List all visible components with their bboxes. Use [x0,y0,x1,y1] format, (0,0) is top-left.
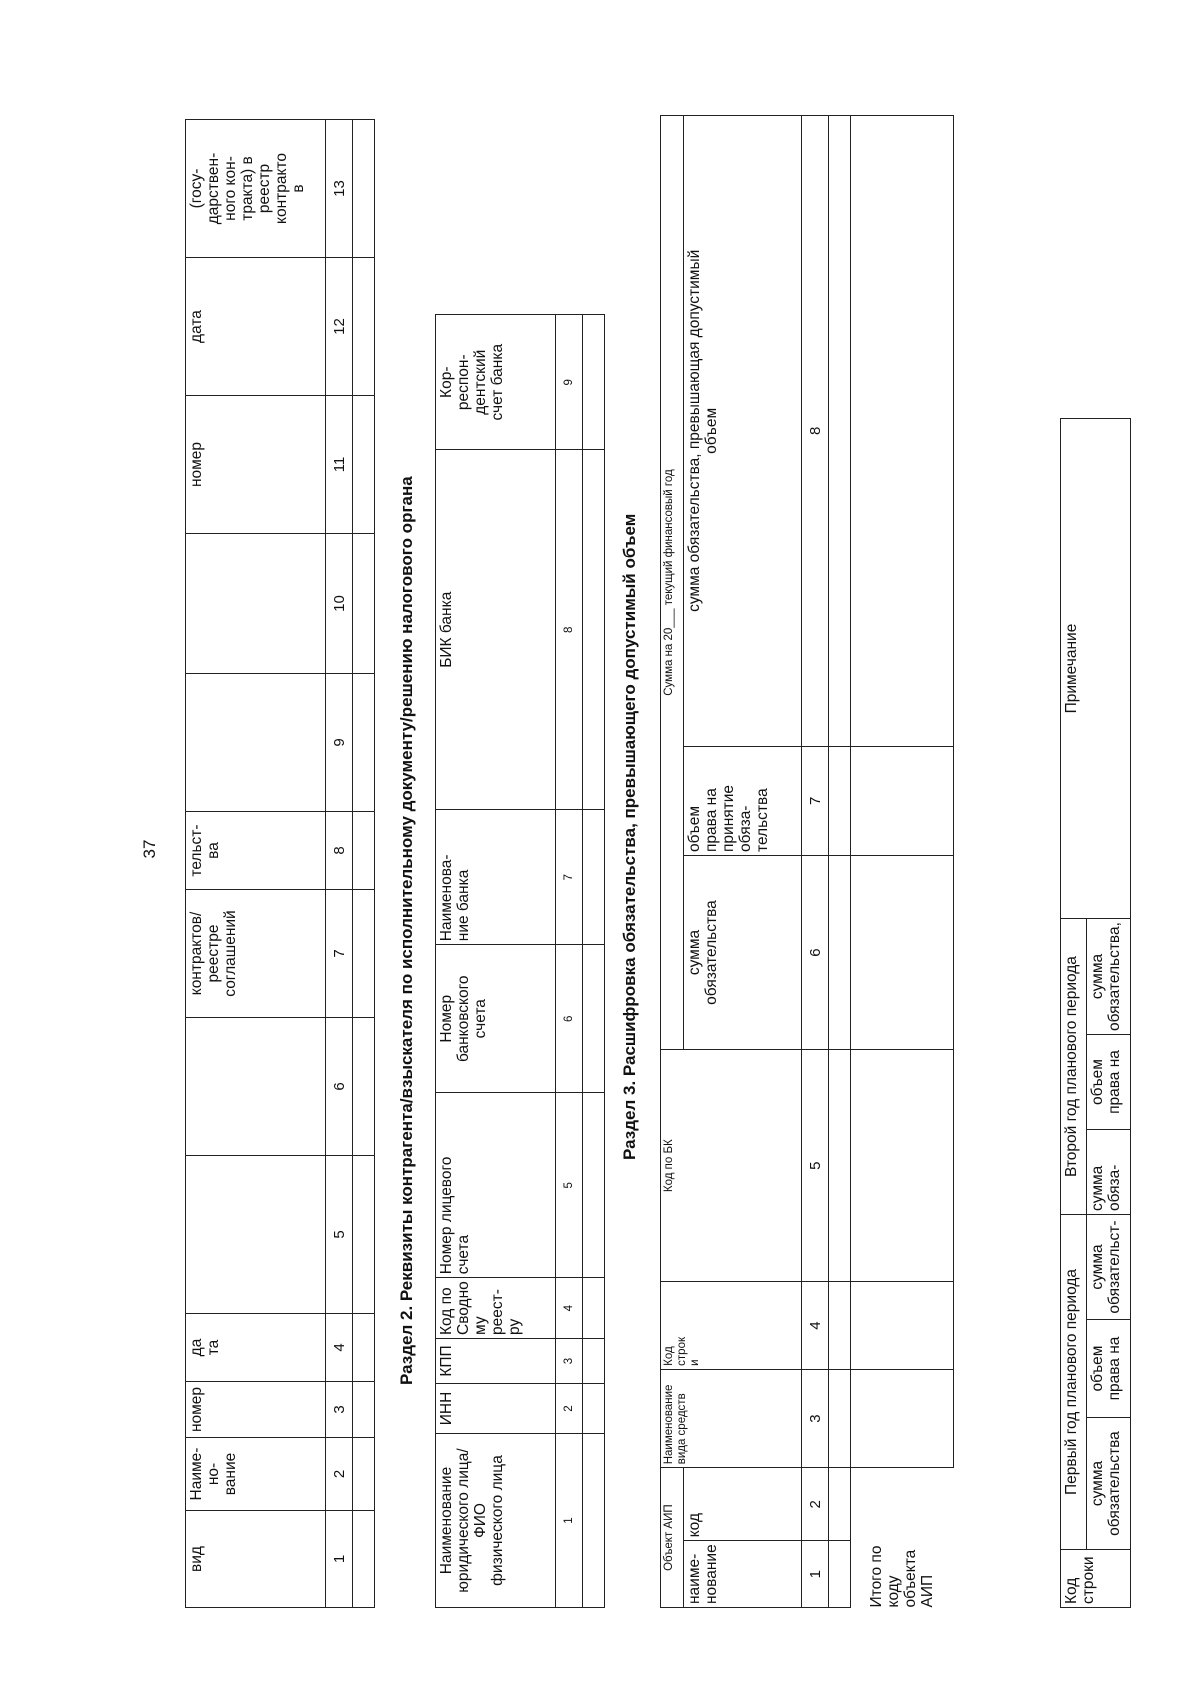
table2-number-row [556,315,583,1608]
table3-number-row [802,116,829,1608]
t1-num-6: 6 [326,1018,353,1156]
t3-header-sum-year: Сумма на 20___ текущий финансовый год [661,116,684,1050]
t3-num-1: 1 [802,1541,829,1608]
t3-header-right-volume: объем права на принятие обяза- тельства [684,746,802,855]
t4-header-c4: сумма обяза- [1087,1130,1131,1215]
table2-empty-row [583,315,605,1608]
t2-num-1: 1 [556,1434,583,1608]
t4-header-first-year: Первый год планового периода [1061,1215,1087,1550]
t3-header-bk-code: Код по БК [661,1050,802,1282]
t3-header-sum-obligation: сумма обязательства [684,855,802,1049]
t1-header-5 [186,1156,326,1314]
t1-num-7: 7 [326,890,353,1018]
table2-header-row [436,315,556,1608]
t3-total-cell [851,1468,954,1608]
table1-header-row [186,120,326,1608]
section3-title: Раздел 3. Расшифровка обязательства, превышающего допустимый объем [620,513,639,1160]
t2-num-2: 2 [556,1384,583,1434]
t1-header-4: да та [186,1314,326,1382]
t2-num-5: 5 [556,1093,583,1278]
table3-header-row-1 [661,116,684,1608]
t1-header-7: контрактов/ реестре соглашений [186,890,326,1018]
table-section1-continuation [185,119,375,1608]
table1-number-row [326,120,353,1608]
t1-header-12: дата [186,258,326,396]
t1-header-9 [186,674,326,812]
t1-num-12: 12 [326,258,353,396]
t1-header-2: Наиме- но- вание [186,1438,326,1511]
table-planning-period [1060,418,1131,1608]
table3-empty-row [829,116,851,1608]
t4-header-second-year: Второй год планового периода [1061,919,1087,1215]
t2-header-bank-account: Номер банковского счета [436,945,556,1093]
rotated-content [175,115,1185,1645]
t4-header-c6: сумма обязательства, [1087,919,1131,1035]
t3-header-fund-type: Наименование вида средств [661,1369,802,1467]
t1-num-10: 10 [326,534,353,674]
t2-num-6: 6 [556,945,583,1093]
t4-header-c5: объем права на [1087,1035,1131,1130]
t1-header-8: тельст- ва [186,812,326,890]
t3-header-sum-exceeding: сумма обязательства, превышающая допустимый объем [684,116,802,747]
table-section3 [660,115,954,1608]
table3-total-row [851,116,954,1608]
t3-header-row-code: Код строк и [661,1282,802,1370]
t1-num-1: 1 [326,1511,353,1608]
table1-empty-row [353,120,375,1608]
t3-header-object-name: наиме- нование [684,1541,802,1608]
t3-num-2: 2 [802,1468,829,1541]
t2-header-name: Наименование юридического лица/ ФИО физического лица [436,1434,556,1608]
t1-header-6 [186,1018,326,1156]
t2-num-7: 7 [556,810,583,945]
section2-title: Раздел 2. Реквизиты контрагента/взыскателя по исполнительному документу/решению налогового органа [397,476,416,1385]
t2-header-svod-code: Код по Сводно му реест- ру [436,1278,556,1339]
t1-num-8: 8 [326,812,353,890]
t1-header-13: (госу- дарствен- ного кон- тракта) в реестр контракто в [186,120,326,258]
t1-num-9: 9 [326,674,353,812]
t2-num-3: 3 [556,1339,583,1384]
t3-num-6: 6 [802,855,829,1049]
t2-header-corr-account: Кор- респон- дентский счет банка [436,315,556,450]
t2-header-personal-account: Номер лицевого счета [436,1093,556,1278]
t2-num-8: 8 [556,450,583,810]
t1-num-11: 11 [326,396,353,534]
t2-header-bik: БИК банка [436,450,556,810]
table4-header-row-1 [1061,419,1087,1608]
t4-header-note: Примечание [1061,419,1131,919]
t1-num-4: 4 [326,1314,353,1382]
t1-num-2: 2 [326,1438,353,1511]
t4-header-c2: объем права на [1087,1320,1131,1418]
t1-num-3: 3 [326,1382,353,1438]
t2-header-inn: ИНН [436,1384,556,1434]
t4-header-c1: сумма обязательства [1087,1418,1131,1550]
total-by-aip-label: Итого по коду объекта АИП [868,1545,936,1608]
t3-header-object-aip: Объект АИП [661,1468,684,1608]
t3-header-object-code: код [684,1468,802,1541]
t3-num-7: 7 [802,746,829,855]
t3-num-3: 3 [802,1369,829,1467]
t2-header-kpp: КПП [436,1339,556,1384]
t1-num-5: 5 [326,1156,353,1314]
t1-header-1: вид [186,1511,326,1608]
t4-header-c3: сумма обязательст- [1087,1215,1131,1320]
t3-num-5: 5 [802,1050,829,1282]
table-section2 [435,314,605,1608]
page-number: 37 [140,839,159,859]
t3-num-4: 4 [802,1282,829,1370]
t2-num-4: 4 [556,1278,583,1339]
t1-num-13: 13 [326,120,353,258]
t1-header-3: номер [186,1382,326,1438]
t1-header-10 [186,534,326,674]
t2-header-bank-name: Наименова- ние банка [436,810,556,945]
t3-num-8: 8 [802,116,829,747]
t2-num-9: 9 [556,315,583,450]
t1-header-11: номер [186,396,326,534]
t4-header-row-code: Код строки [1061,1550,1131,1608]
